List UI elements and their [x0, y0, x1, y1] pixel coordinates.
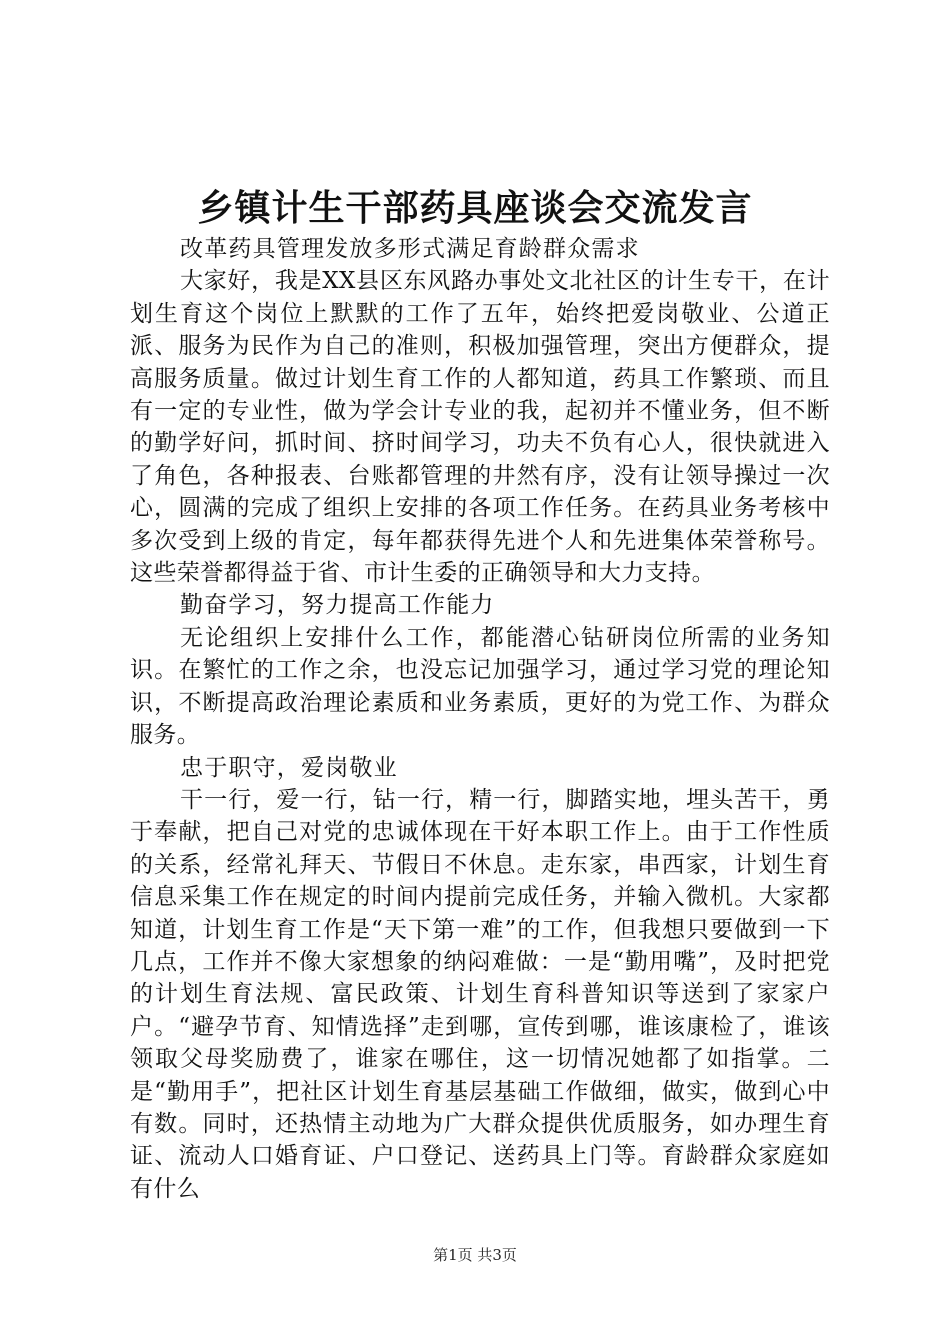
- section-heading-duty: 忠于职守，爱岗敬业: [180, 754, 398, 781]
- document-body: [130, 233, 830, 1205]
- body-paragraph: 大家好，我是XX县区东风路办事处文北社区的计生专干，在计划生育这个岗位上默默的工作了五年，始终把爱岗敬业、公道正派、服务为民作为自己的准则，积极加强管理，突出方便群众，提高服务质量。做过计划生育工作的人都知道，药具工作繁琐、而且有一定的专业性，做为学会计专业的我，起初并不懂业务，但不断的勤学好问，抓时间、挤时间学习，功夫不负有心人，很快就进入了角色，各种报表、台账都管理的井然有序，没有让领导操过一次心，圆满的完成了组织上安排的各项工作任务。在药具业务考核中多次受到上级的肯定，每年都获得先进个人和先进集体荣誉称号。这些荣誉都得益于省、市计生委的正确领导和大力支持。: [130, 268, 830, 587]
- document-title: 乡镇计生干部药具座谈会交流发言: [197, 187, 753, 229]
- body-paragraph: 干一行，爱一行，钻一行，精一行，脚踏实地，埋头苦干，勇于奉献，把自己对党的忠诚体现在干好本职工作上。由于工作性质的关系，经常礼拜天、节假日不休息。走东家，串西家，计划生育信息采集工作在规定的时间内提前完成任务，并输入微机。大家都知道，计划生育工作是“天下第一难”的工作，但我想只要做到一下几点，工作并不像大家想象的纳闷难做：一是“勤用嘴”，及时把党的计划生育法规、富民政策、计划生育科普知识等送到了家家户户。“避孕节育、知情选择”走到哪，宣传到哪，谁该康检了，谁该领取父母奖励费了，谁家在哪住，这一切情况她都了如指掌。二是“勤用手”，把社区计划生育基层基础工作做细，做实，做到心中有数。同时，还热情主动地为广大群众提供优质服务，如办理生育证、流动人口婚育证、户口登记、送药具上门等。育龄群众家庭如有什么: [130, 786, 830, 1202]
- section-heading-study: 勤奋学习，努力提高工作能力: [180, 592, 495, 619]
- page-number-footer: 第1页 共3页: [433, 1246, 517, 1264]
- subtitle-paragraph: 改革药具管理发放多形式满足育龄群众需求: [180, 236, 640, 262]
- body-paragraph: 无论组织上安排什么工作，都能潜心钻研岗位所需的业务知识。在繁忙的工作之余，也没忘记加强学习，通过学习党的理论知识，不断提高政治理论素质和业务素质，更好的为党工作、为群众服务。: [130, 624, 830, 749]
